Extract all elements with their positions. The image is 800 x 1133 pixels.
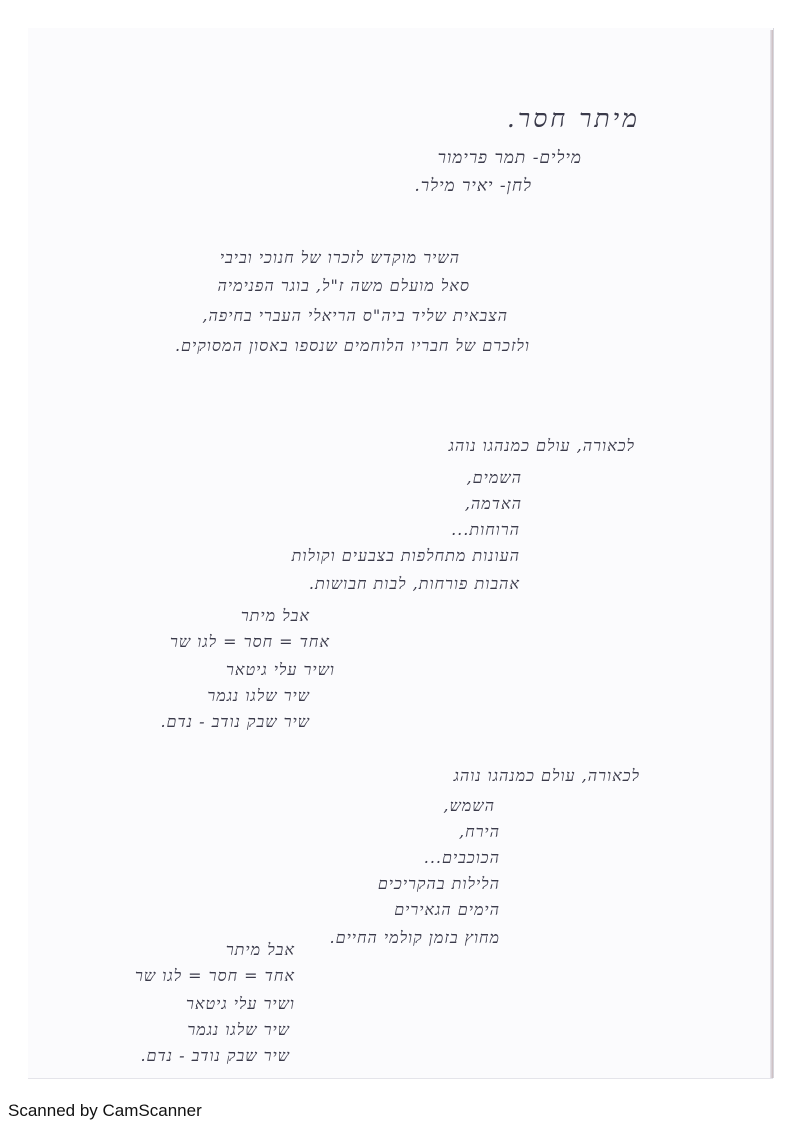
lyrics-credit: מילים- תמר פרימור <box>437 148 582 168</box>
stanza-line: השמים, <box>466 468 522 487</box>
stanza-line: הרוחות... <box>451 520 520 539</box>
dedication-line: סאל מועלם משה ז"ל, בוגר הפנימיה <box>217 276 470 295</box>
song-title: מיתר חסר. <box>506 104 640 133</box>
music-credit: לחן- יאיר מילר. <box>414 176 532 196</box>
stanza-line: השמש, <box>443 796 495 815</box>
stanza-line: לכאורה, עולם כמנהגו נוהג <box>453 766 640 785</box>
stanza-line: הימים הגאירים <box>394 900 500 919</box>
chorus-line: שיר שבק נודב - נדם. <box>160 712 310 731</box>
stanza-line: העונות מתחלפות בצבעים וקולות <box>291 546 520 565</box>
stanza-line: לכאורה, עולם כמנהגו נוהג <box>448 436 635 455</box>
stanza-line: מחוץ בזמן קולמי החיים. <box>329 928 500 947</box>
chorus-line: שיר שבק נודב - נדם. <box>140 1046 290 1065</box>
dedication-line: הצבאית שליד ביה"ס הריאלי העברי בחיפה, <box>202 306 508 325</box>
dedication-line: ולזכרם של חבריו הלוחמים שנספו באסון המסוקים. <box>174 336 530 355</box>
stanza-line: הכוכבים... <box>423 848 500 867</box>
stanza-line: אהבות פורחות, לבות חבושות. <box>308 574 520 593</box>
chorus-line: ושיר עלי גיטאר <box>226 660 335 679</box>
chorus-line: אחד = חסר = לגו שר <box>169 632 330 651</box>
chorus-line: אבל מיתר <box>240 606 310 625</box>
stanza-line: הירח, <box>459 822 500 841</box>
scanner-watermark: Scanned by CamScanner <box>8 1101 202 1120</box>
chorus-line: אבל מיתר <box>225 940 295 959</box>
stanza-line: הלילות בהקריכים <box>377 874 500 893</box>
chorus-line: אחד = חסר = לגו שר <box>134 966 295 985</box>
dedication-line: השיר מוקדש לזכרו של חנוכי וביבי <box>219 248 460 267</box>
stanza-line: האדמה, <box>464 494 522 513</box>
chorus-line: ושיר עלי גיטאר <box>186 994 295 1013</box>
chorus-line: שיר שלגו נגמר <box>207 686 310 705</box>
chorus-line: שיר שלגו נגמר <box>187 1020 290 1039</box>
page-edge <box>770 30 773 1078</box>
